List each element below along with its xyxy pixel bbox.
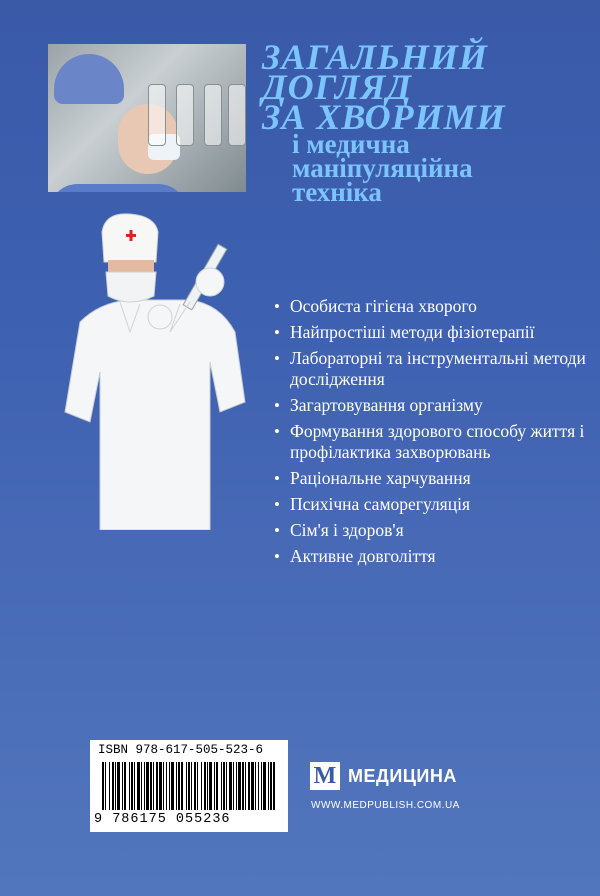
topic-text: Найпростіші методи фізіотерапії xyxy=(290,322,535,342)
subtitle-line: техніка xyxy=(292,177,382,207)
bullet-icon: • xyxy=(274,547,280,566)
topic-text: Раціональне харчування xyxy=(290,468,471,488)
scrubs xyxy=(48,184,188,192)
isbn-barcode-box xyxy=(90,740,288,832)
topic-text: Формування здорового способу життя і профілактика захворювань xyxy=(290,421,585,462)
bullet-icon: • xyxy=(274,422,280,441)
list-item xyxy=(270,546,590,567)
publisher-name: МЕДИЦИНА xyxy=(348,765,457,786)
title-line: ДОГЛЯД xyxy=(262,67,412,107)
subtitle-line: і медична xyxy=(292,129,410,159)
publisher-block xyxy=(310,762,457,790)
bullet-icon: • xyxy=(274,323,280,342)
topic-text: Психічна саморегуляція xyxy=(290,494,470,514)
title-line: ЗА ХВОРИМИ xyxy=(262,97,506,137)
topic-text: Загартовування організму xyxy=(290,395,483,415)
surgical-cap xyxy=(54,54,124,104)
publisher-website: WWW.MEDPUBLISH.COM.UA xyxy=(311,800,460,811)
nurse-syringe-photo xyxy=(60,212,260,530)
list-item xyxy=(270,494,590,515)
topic-text: Лабораторні та інструментальні методи дослідження xyxy=(290,348,586,389)
bullet-icon: • xyxy=(274,349,280,368)
list-item xyxy=(270,395,590,416)
list-item xyxy=(270,421,590,463)
barcode-icon xyxy=(102,762,278,810)
list-item xyxy=(270,520,590,541)
bullet-icon: • xyxy=(274,521,280,540)
book-title xyxy=(262,37,582,207)
list-item xyxy=(270,348,590,390)
list-item xyxy=(270,296,590,317)
iv-bottle xyxy=(148,84,166,146)
nurse-iv-photo xyxy=(48,44,246,192)
topic-text: Особиста гігієна хворого xyxy=(290,296,477,316)
bullet-icon: • xyxy=(274,297,280,316)
isbn-label: ISBN 978-617-505-523-6 xyxy=(98,743,264,757)
iv-bottle xyxy=(228,84,246,146)
iv-bottle xyxy=(204,84,222,146)
bullet-icon: • xyxy=(274,396,280,415)
iv-bottle xyxy=(176,84,194,146)
title-line: ЗАГАЛЬНИЙ xyxy=(262,37,488,77)
list-item xyxy=(270,322,590,343)
topics-list xyxy=(270,296,590,572)
subtitle-line: маніпуляційна xyxy=(292,153,473,183)
topic-text: Сім'я і здоров'я xyxy=(290,520,404,540)
topic-text: Активне довголіття xyxy=(290,546,436,566)
bullet-icon: • xyxy=(274,495,280,514)
list-item xyxy=(270,468,590,489)
bullet-icon: • xyxy=(274,469,280,488)
nurse-illustration xyxy=(60,212,260,530)
barcode-number: 9 786175 055236 xyxy=(94,812,231,827)
publisher-logo-icon: M xyxy=(310,762,340,790)
